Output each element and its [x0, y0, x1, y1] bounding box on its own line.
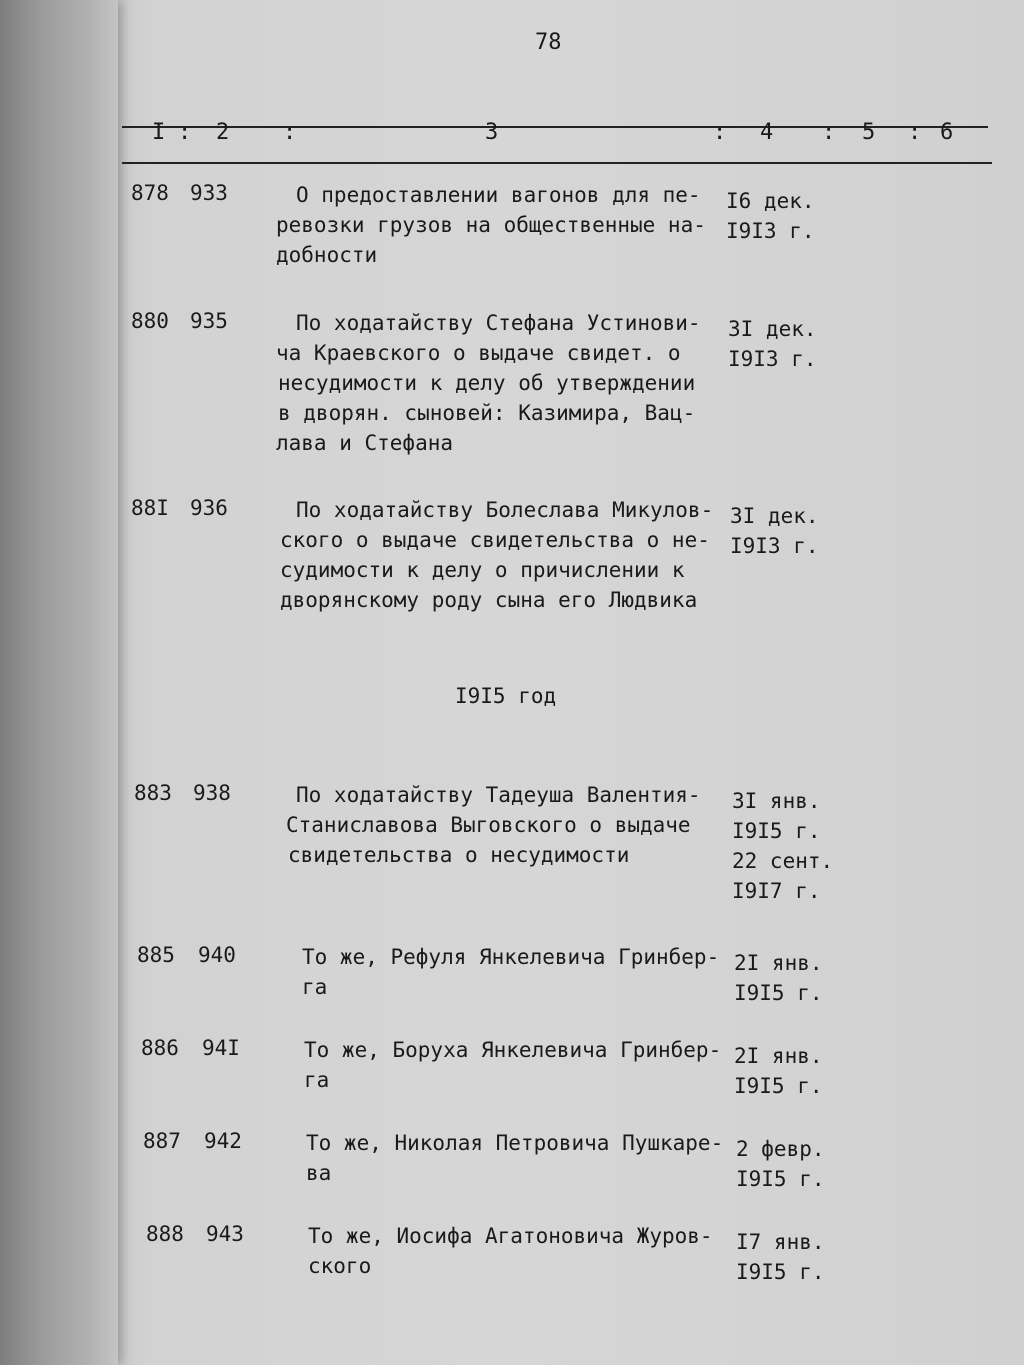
record-description-line: несудимости к делу об утверждении	[278, 371, 696, 395]
record-number: 883	[134, 781, 172, 805]
record-date-line: I9I7 г.	[732, 879, 821, 903]
record-date-line: 22 сент.	[732, 849, 834, 873]
record-old-number: 940	[198, 943, 236, 967]
record-description-line: ва	[306, 1161, 332, 1185]
record-old-number: 933	[190, 181, 228, 205]
record-description-line: дворянскому роду сына его Людвика	[280, 588, 698, 612]
record-description-line: То же, Иосифа Агатоновича Журов-	[308, 1224, 713, 1248]
record-date-line: I9I3 г.	[730, 534, 819, 558]
record-old-number: 935	[190, 309, 228, 333]
page-number: 78	[535, 30, 562, 55]
record-date-line: I9I3 г.	[728, 347, 817, 371]
record-description-line: ча Краевского о выдаче свидет. о	[276, 341, 681, 365]
record-number: 885	[137, 943, 175, 967]
column-header-4: 4	[760, 120, 774, 145]
column-separator: :	[178, 120, 192, 145]
record-date-line: 3I дек.	[728, 317, 817, 341]
record-old-number: 938	[193, 781, 231, 805]
record-date-line: I7 янв.	[736, 1230, 825, 1254]
record-number: 886	[141, 1036, 179, 1060]
record-description-line: ревозки грузов на общественные на-	[276, 213, 706, 237]
record-description-line: ского о выдаче свидетельства о не-	[280, 528, 710, 552]
record-number: 888	[146, 1222, 184, 1246]
record-description-line: га	[302, 975, 328, 999]
record-date-line: I9I5 г.	[736, 1260, 825, 1284]
record-description-line: По ходатайству Болеслава Микулов-	[296, 498, 714, 522]
book-binding-shadow	[0, 0, 118, 1365]
record-old-number: 94I	[202, 1036, 240, 1060]
column-header-1: I	[152, 120, 166, 145]
column-separator: :	[283, 120, 297, 145]
record-date-line: I9I5 г.	[734, 981, 823, 1005]
record-date-line: I9I5 г.	[732, 819, 821, 843]
record-description-line: По ходатайству Стефана Устинови-	[296, 311, 701, 335]
record-date-line: 2 февр.	[736, 1137, 825, 1161]
record-description-line: То же, Боруха Янкелевича Гринбер-	[304, 1038, 722, 1062]
record-description-line: Станиславова Выговского о выдаче	[286, 813, 691, 837]
record-description-line: То же, Николая Петровича Пушкаре-	[306, 1131, 724, 1155]
record-description-line: га	[304, 1068, 330, 1092]
column-header-5: 5	[862, 120, 876, 145]
record-old-number: 943	[206, 1222, 244, 1246]
year-heading: I9I5 год	[455, 684, 557, 708]
record-date-line: 2I янв.	[734, 951, 823, 975]
record-date-line: 3I дек.	[730, 504, 819, 528]
column-separator: :	[713, 120, 727, 145]
record-number: 880	[131, 309, 169, 333]
record-description-line: в дворян. сыновей: Казимира, Вац-	[278, 401, 696, 425]
record-number: 88I	[131, 496, 169, 520]
record-date-line: I9I5 г.	[736, 1167, 825, 1191]
record-description-line: О предоставлении вагонов для пе-	[296, 183, 701, 207]
record-description-line: добности	[276, 243, 378, 267]
record-date-line: 2I янв.	[734, 1044, 823, 1068]
record-description-line: судимости к делу о причислении к	[280, 558, 685, 582]
record-description-line: ского	[308, 1254, 372, 1278]
record-date-line: 3I янв.	[732, 789, 821, 813]
column-header-6: 6	[940, 120, 954, 145]
record-description-line: лава и Стефана	[276, 431, 454, 455]
record-description-line: свидетельства о несудимости	[288, 843, 630, 867]
column-separator: :	[908, 120, 922, 145]
record-date-line: I9I3 г.	[726, 219, 815, 243]
record-old-number: 942	[204, 1129, 242, 1153]
column-header-3: 3	[485, 120, 499, 145]
record-date-line: I9I5 г.	[734, 1074, 823, 1098]
header-top-rule	[122, 126, 988, 128]
record-number: 887	[143, 1129, 181, 1153]
record-description-line: То же, Рефуля Янкелевича Гринбер-	[302, 945, 720, 969]
column-header-2: 2	[216, 120, 230, 145]
record-date-line: I6 дек.	[726, 189, 815, 213]
record-old-number: 936	[190, 496, 228, 520]
record-description-line: По ходатайству Тадеуша Валентия-	[296, 783, 701, 807]
column-separator: :	[822, 120, 836, 145]
header-bottom-rule	[122, 162, 992, 164]
record-number: 878	[131, 181, 169, 205]
